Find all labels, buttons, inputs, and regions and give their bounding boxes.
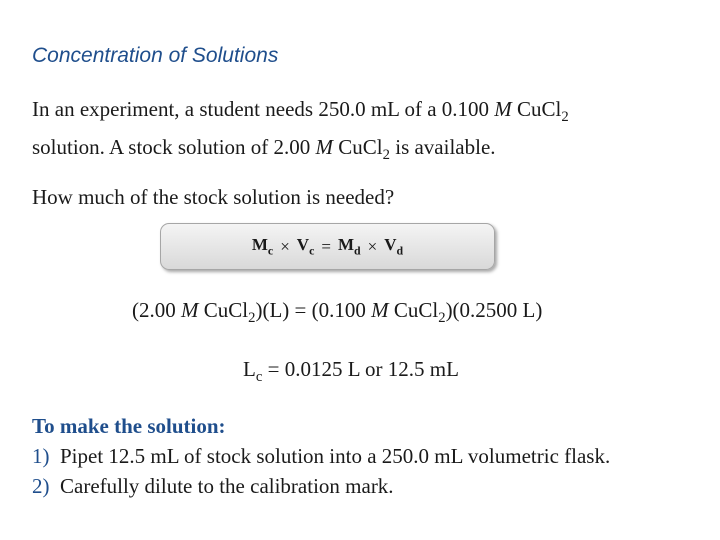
procedure-section xyxy=(32,411,610,501)
molarity-unit: M xyxy=(315,135,334,160)
dilution-formula-box xyxy=(160,223,495,270)
formula-md: $M_d$ xyxy=(337,234,361,258)
subscript: 2 xyxy=(382,147,390,164)
step-text: Carefully dilute to the calibration mark. xyxy=(49,474,394,498)
result-equation: $L_c = 0.0125$ L or 12.5 mL xyxy=(243,357,459,386)
question-text: How much of the stock solution is needed? xyxy=(32,185,395,209)
substituted-equation: (2.00 M CuCl$_2$)(L) = (0.100 M CuCl$_2$)(0.2500 L) xyxy=(132,298,543,327)
step-text: Pipet 12.5 mL of stock solution into a 250.0 mL volumetric flask. xyxy=(49,444,611,468)
formula-text: CuCl xyxy=(511,97,562,121)
times-sign: × xyxy=(280,236,290,256)
times-sign: × xyxy=(367,236,378,256)
procedure-step xyxy=(32,471,610,501)
procedure-heading: To make the solution: xyxy=(32,414,226,438)
slide-title: Concentration of Solutions xyxy=(32,44,279,67)
intro-line-1 xyxy=(32,94,569,132)
intro-text: solution. A stock solution of 2.00 xyxy=(32,135,316,160)
procedure-step xyxy=(32,441,610,471)
formula-mc: $M_c$ xyxy=(251,234,274,258)
intro-text: is available. xyxy=(389,135,496,160)
molarity-unit: M xyxy=(494,97,512,121)
intro-paragraph xyxy=(32,94,569,170)
step-number: 2) xyxy=(32,474,50,498)
formula-vd: $V_d$ xyxy=(384,234,404,258)
step-number: 1) xyxy=(32,444,50,468)
equals-sign: = xyxy=(321,236,331,256)
intro-text: In an experiment, a student needs 250.0 mL of a 0.100 xyxy=(32,97,495,121)
intro-line-2 xyxy=(32,132,569,170)
formula-vc: $V_c$ xyxy=(296,234,315,258)
subscript: 2 xyxy=(561,109,569,126)
formula-text: CuCl xyxy=(333,135,383,160)
